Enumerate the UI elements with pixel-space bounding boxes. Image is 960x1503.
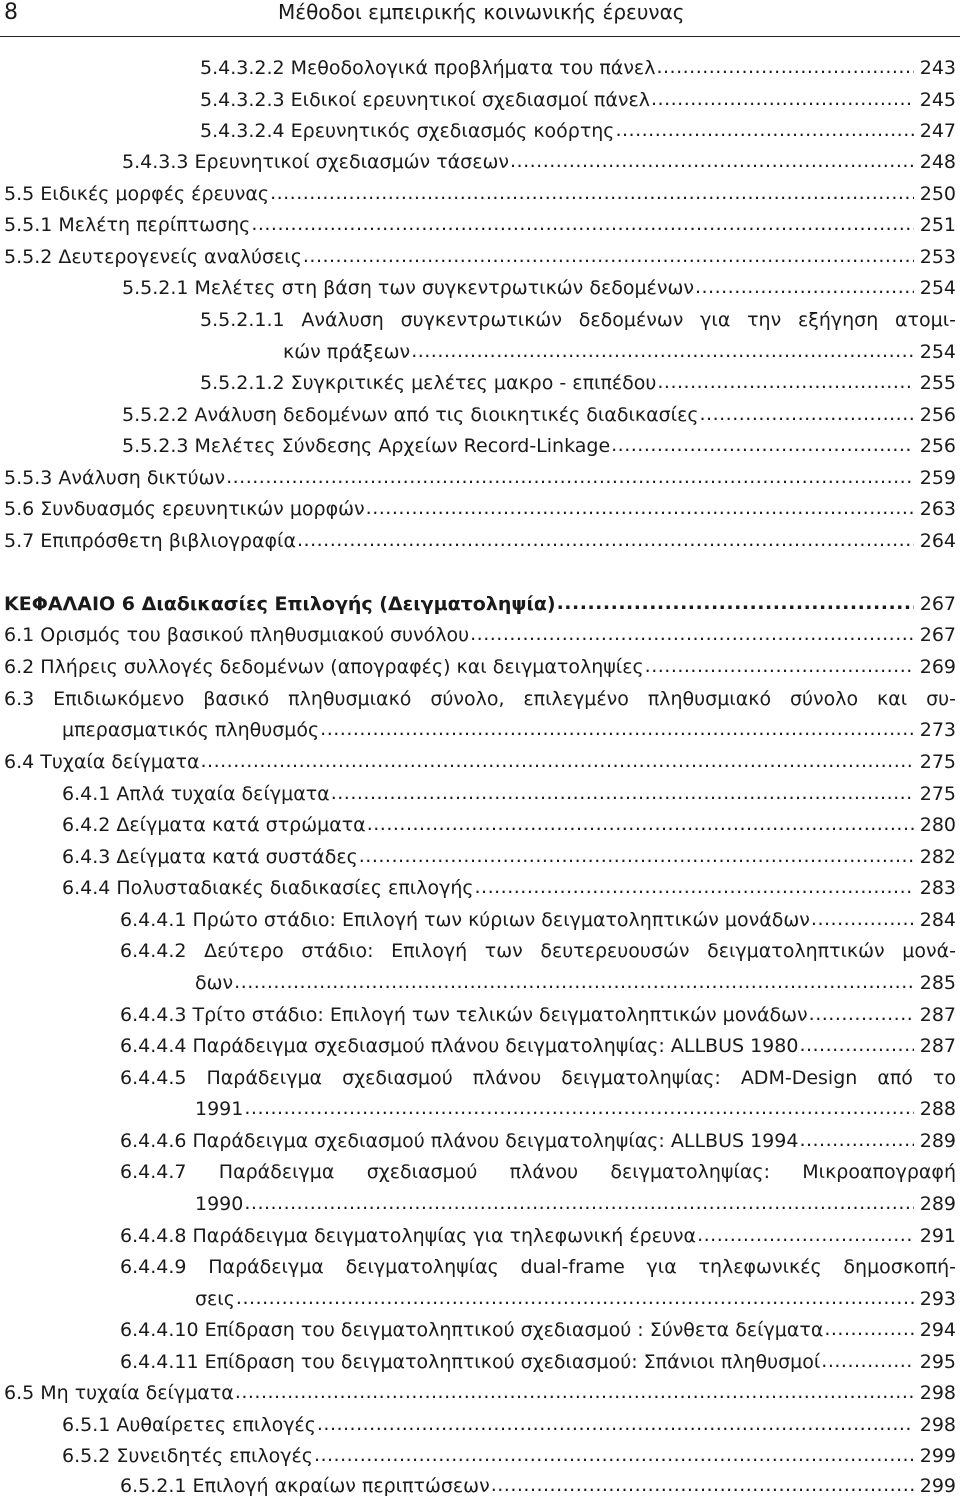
- toc-entry[interactable]: [120, 1001, 956, 1029]
- toc-entry[interactable]: [195, 969, 956, 997]
- toc-entry-page: 245: [919, 89, 956, 111]
- toc-entry-title: 6.4.4.1 Πρώτο στάδιο: Επιλογή των κύριων δειγματοληπτικών μονάδων: [120, 909, 810, 931]
- toc-entry[interactable]: [200, 369, 956, 397]
- toc-entry-page: 267: [919, 624, 956, 646]
- toc-entry-title: 6.4.2 Δείγματα κατά στρώματα: [62, 814, 366, 836]
- toc-entry-title: 6.4 Τυχαία δείγματα: [4, 751, 200, 773]
- toc-entry[interactable]: [200, 117, 956, 145]
- toc-entry-title: 5.5.2.2 Ανάλυση δεδομένων από τις διοικητικές διαδικασίες: [122, 404, 699, 426]
- toc-entry[interactable]: [200, 86, 956, 114]
- toc-entry[interactable]: [283, 338, 956, 366]
- toc-entry[interactable]: [120, 1222, 956, 1250]
- toc-entry[interactable]: [195, 1095, 956, 1123]
- toc-entry-page: 283: [919, 877, 956, 899]
- toc-entry-title: 5.5.2.1 Μελέτες στη βάση των συγκεντρωτικών δεδομένων: [122, 277, 694, 299]
- toc-entry-title: 5.4.3.3 Ερευνητικοί σχεδιασμών τάσεων: [122, 151, 510, 173]
- toc-entry-page: 273: [919, 719, 956, 741]
- toc-entry-title: 6.5 Μη τυχαία δείγματα: [4, 1382, 234, 1404]
- toc-entry-page: 255: [919, 372, 956, 394]
- toc-entry-title: 5.4.3.2.2 Μεθοδολογικά προβλήματα του πάνελ: [200, 57, 656, 79]
- toc-entry[interactable]: [62, 843, 956, 871]
- toc-entry[interactable]: [4, 527, 956, 555]
- toc-entry[interactable]: [62, 874, 956, 902]
- toc-entry-page: 280: [919, 814, 956, 836]
- page-number: 8: [4, 0, 18, 25]
- toc-entry[interactable]: [4, 243, 956, 271]
- toc-entry[interactable]: [4, 464, 956, 492]
- toc-entry-page: 256: [919, 404, 956, 426]
- toc-entry-page: 282: [919, 846, 956, 868]
- toc-entry[interactable]: [195, 1285, 956, 1313]
- toc-entry-title-line: 6.4.4.7 Παράδειγμα σχεδιασμού πλάνου δειγματοληψίας: Μικροαπογραφή: [120, 1161, 956, 1183]
- toc-entry[interactable]: [122, 148, 956, 176]
- toc-entry-page: 291: [919, 1225, 956, 1247]
- toc-entry-page: 293: [919, 1288, 956, 1310]
- toc-entry-page: 287: [919, 1004, 956, 1026]
- toc-entry-page: 264: [919, 530, 956, 552]
- toc-entry-title: 6.1 Ορισμός του βασικού πληθυσμιακού συνόλου: [4, 624, 470, 646]
- toc-entry-title-continuation: 1991: [195, 1098, 244, 1120]
- toc-entry-title: 5.5.3 Ανάλυση δικτύων: [4, 467, 226, 489]
- toc-entry[interactable]: [62, 811, 956, 839]
- toc-entry-page: 284: [919, 909, 956, 931]
- toc-entry[interactable]: [4, 621, 956, 649]
- toc-entry-title: 5.5.2 Δευτερογενείς αναλύσεις: [4, 246, 302, 268]
- toc-entry-page: 299: [919, 1445, 956, 1467]
- toc-entry-title: 5.4.3.2.4 Ερευνητικός σχεδιασμός κοόρτης: [200, 120, 615, 142]
- toc-entry-title: 6.4.4.4 Παράδειγμα σχεδιασμού πλάνου δειγματοληψίας: ALLBUS 1980: [120, 1035, 799, 1057]
- running-title: Μέθοδοι εμπειρικής κοινωνικής έρευνας: [278, 0, 685, 24]
- toc-entry-title: 6.4.4.3 Τρίτο στάδιο: Επιλογή των τελικών δειγματοληπτικών μονάδων: [120, 1004, 808, 1026]
- toc-entry[interactable]: [120, 1348, 956, 1376]
- toc-entry-page: 254: [919, 341, 956, 363]
- toc-entry[interactable]: [4, 211, 956, 239]
- toc-entry-page: 248: [919, 151, 956, 173]
- toc-entry-title: 6.4.4.8 Παράδειγμα δειγματοληψίας για τηλεφωνική έρευνα: [120, 1225, 697, 1247]
- toc-entry[interactable]: [120, 1472, 956, 1500]
- toc-entry-title: 5.5.2.1.2 Συγκριτικές μελέτες μακρο - επιπέδου: [200, 372, 657, 394]
- toc-entry-title: 5.5.2.3 Μελέτες Σύνδεσης Αρχείων Record-Linkage: [122, 435, 611, 457]
- toc-entry-page: 247: [919, 120, 956, 142]
- toc-entry[interactable]: [120, 1127, 956, 1155]
- toc-entry-title: 6.4.3 Δείγματα κατά συστάδες: [62, 846, 358, 868]
- toc-entry-title-continuation: μπερασματικός πληθυσμός: [62, 719, 320, 741]
- toc-entry[interactable]: [200, 54, 956, 82]
- toc-entry-title: 6.4.1 Απλά τυχαία δείγματα: [62, 783, 330, 805]
- toc-entry-page: 288: [919, 1098, 956, 1120]
- toc-entry-page: 298: [919, 1382, 956, 1404]
- toc-entry-page: 259: [919, 467, 956, 489]
- toc-entry-page: 295: [919, 1351, 956, 1373]
- toc-entry-title-line: 6.4.4.2 Δεύτερο στάδιο: Επιλογή των δευτερευουσών δειγματοληπτικών μονά-: [120, 940, 956, 962]
- toc-entry-title-line: 6.4.4.5 Παράδειγμα σχεδιασμού πλάνου δειγματοληψίας: ADM-Design από το: [120, 1067, 956, 1089]
- toc-entry-title: 5.7 Επιπρόσθετη βιβλιογραφία: [4, 530, 297, 552]
- toc-entry-title-continuation: 1990: [195, 1193, 244, 1215]
- toc-entry[interactable]: [4, 748, 956, 776]
- toc-entry-title: 6.4.4.6 Παράδειγμα σχεδιασμού πλάνου δειγματοληψίας: ALLBUS 1994: [120, 1130, 799, 1152]
- toc-entry[interactable]: [120, 1032, 956, 1060]
- toc-entry-page: 289: [919, 1193, 956, 1215]
- toc-entry-title: 6.5.1 Αυθαίρετες επιλογές: [62, 1414, 316, 1436]
- toc-chapter-entry[interactable]: [4, 590, 956, 618]
- toc-entry-page: 269: [919, 656, 956, 678]
- toc-entry-title: 6.4.4 Πολυσταδιακές διαδικασίες επιλογής: [62, 877, 474, 899]
- toc-entry-page: 275: [919, 751, 956, 773]
- toc-entry[interactable]: [122, 432, 956, 460]
- toc-entry-title: 5.6 Συνδυασμός ερευνητικών μορφών: [4, 498, 365, 520]
- toc-entry[interactable]: [120, 906, 956, 934]
- toc-entry[interactable]: [4, 653, 956, 681]
- toc-entry-page: 263: [919, 498, 956, 520]
- toc-entry-title: 5.5.1 Μελέτη περίπτωσης: [4, 214, 251, 236]
- toc-entry-page: 254: [919, 277, 956, 299]
- toc-entry[interactable]: [62, 780, 956, 808]
- toc-entry-title-continuation: σεις: [195, 1288, 235, 1310]
- toc-entry[interactable]: [120, 1316, 956, 1344]
- toc-entry-page: 243: [919, 57, 956, 79]
- toc-entry-page: 267: [919, 593, 956, 615]
- toc-entry-title: 6.4.4.10 Επίδραση του δειγματοληπτικού σχεδιασμού : Σύνθετα δείγματα: [120, 1319, 824, 1341]
- toc-entry-page: 299: [919, 1475, 956, 1497]
- toc-entry-page: 256: [919, 435, 956, 457]
- toc-entry-page: 294: [919, 1319, 956, 1341]
- toc-entry[interactable]: [62, 716, 956, 744]
- toc-entry[interactable]: [122, 401, 956, 429]
- toc-entry-title-line: 6.3 Επιδιωκόμενο βασικό πληθυσμιακό σύνολο, επιλεγμένο πληθυσμιακό σύνολο και συ-: [4, 688, 956, 710]
- toc-entry-page: 289: [919, 1130, 956, 1152]
- toc-entry-title-line: 6.4.4.9 Παράδειγμα δειγματοληψίας dual-frame για τηλεφωνικές δημοσκοπή-: [120, 1256, 956, 1278]
- toc-entry-page: 250: [919, 183, 956, 205]
- toc-entry-page: 275: [919, 783, 956, 805]
- toc-entry[interactable]: [62, 1442, 956, 1470]
- toc-entry-title: 6.2 Πλήρεις συλλογές δεδομένων (απογραφές) και δειγματοληψίες: [4, 656, 644, 678]
- toc-entry-title: 5.4.3.2.3 Ειδικοί ερευνητικοί σχεδιασμοί πάνελ: [200, 89, 651, 111]
- toc-entry-title: 6.5.2 Συνειδητές επιλογές: [62, 1445, 313, 1467]
- toc-entry-page: 285: [919, 972, 956, 994]
- toc-entry[interactable]: [4, 180, 956, 208]
- toc-entry-title-line: 5.5.2.1.1 Ανάλυση συγκεντρωτικών δεδομένων για την εξήγηση ατομι-: [200, 309, 956, 331]
- chapter-title: ΚΕΦΑΛΑΙΟ 6 Διαδικασίες Επιλογής (Δειγματοληψία): [4, 593, 556, 615]
- toc-entry-page: 251: [919, 214, 956, 236]
- toc-entry-title: 5.5 Ειδικές μορφές έρευνας: [4, 183, 270, 205]
- toc-entry-title: 6.5.2.1 Επιλογή ακραίων περιπτώσεων: [120, 1475, 490, 1497]
- toc-entry-page: 298: [919, 1414, 956, 1436]
- toc-entry-title-continuation: κών πράξεων: [283, 341, 411, 363]
- toc-entry[interactable]: [195, 1190, 956, 1218]
- toc-entry[interactable]: [4, 1379, 956, 1407]
- toc-entry-page: 253: [919, 246, 956, 268]
- toc-entry-title: 6.4.4.11 Επίδραση του δειγματοληπτικού σχεδιασμού: Σπάνιοι πληθυσμοί: [120, 1351, 821, 1373]
- toc-entry[interactable]: [4, 495, 956, 523]
- toc-entry[interactable]: [122, 274, 956, 302]
- toc-entry-page: 287: [919, 1035, 956, 1057]
- toc-entry[interactable]: [62, 1411, 956, 1439]
- toc-entry-title-continuation: δων: [195, 972, 234, 994]
